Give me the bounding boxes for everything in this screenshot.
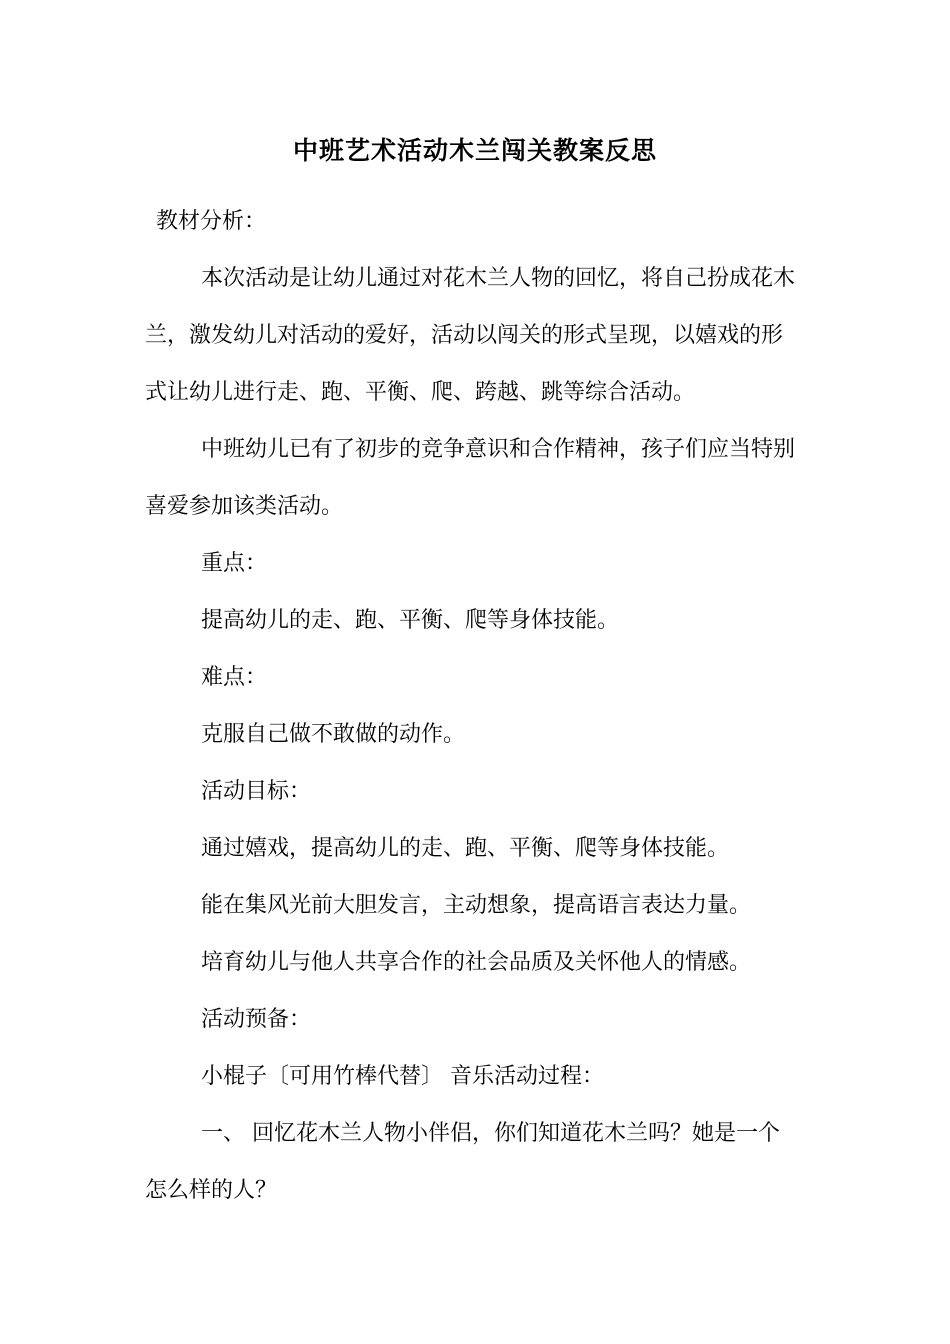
list-item: 能在集风光前大胆发言，主动想象，提高语言表达力量。 [201,893,752,918]
section-heading-objectives: 活动目标： [201,779,312,804]
paragraph-line: 式让幼儿进行走、跑、平衡、爬、跨越、跳等综合活动。 [145,380,696,405]
section-heading-difficulties: 难点： [201,665,268,690]
paragraph-line: 喜爱参加该类活动。 [145,494,344,519]
paragraph-line: 一、 回忆花木兰人物小伴侣，你们知道花木兰吗？她是一个 [201,1121,780,1146]
paragraph-line: 兰，激发幼儿对活动的爱好，活动以闯关的形式呈现，以嬉戏的形 [145,323,784,348]
paragraph-line: 中班幼儿已有了初步的竞争意识和合作精神，孩子们应当特别 [201,437,796,462]
section-heading-preparation: 活动预备： [201,1007,312,1032]
paragraph-line: 提高幼儿的走、跑、平衡、爬等身体技能。 [201,608,620,633]
document-title: 中班艺术活动木兰闯关教案反思 [292,136,657,165]
section-heading-materials: 教材分析： [156,209,267,234]
paragraph-line: 本次活动是让幼儿通过对花木兰人物的回忆，将自己扮成花木 [201,266,796,291]
list-item: 培育幼儿与他人共享合作的社会品质及关怀他人的情感。 [201,950,752,975]
paragraph-line: 克服自己做不敢做的动作。 [201,722,466,747]
paragraph-line: 怎么样的人？ [145,1178,278,1203]
list-item: 通过嬉戏，提高幼儿的走、跑、平衡、爬等身体技能。 [201,836,730,861]
paragraph-line: 小棍子〔可用竹棒代替〕 音乐活动过程： [201,1064,604,1089]
section-heading-key-points: 重点： [201,551,268,576]
